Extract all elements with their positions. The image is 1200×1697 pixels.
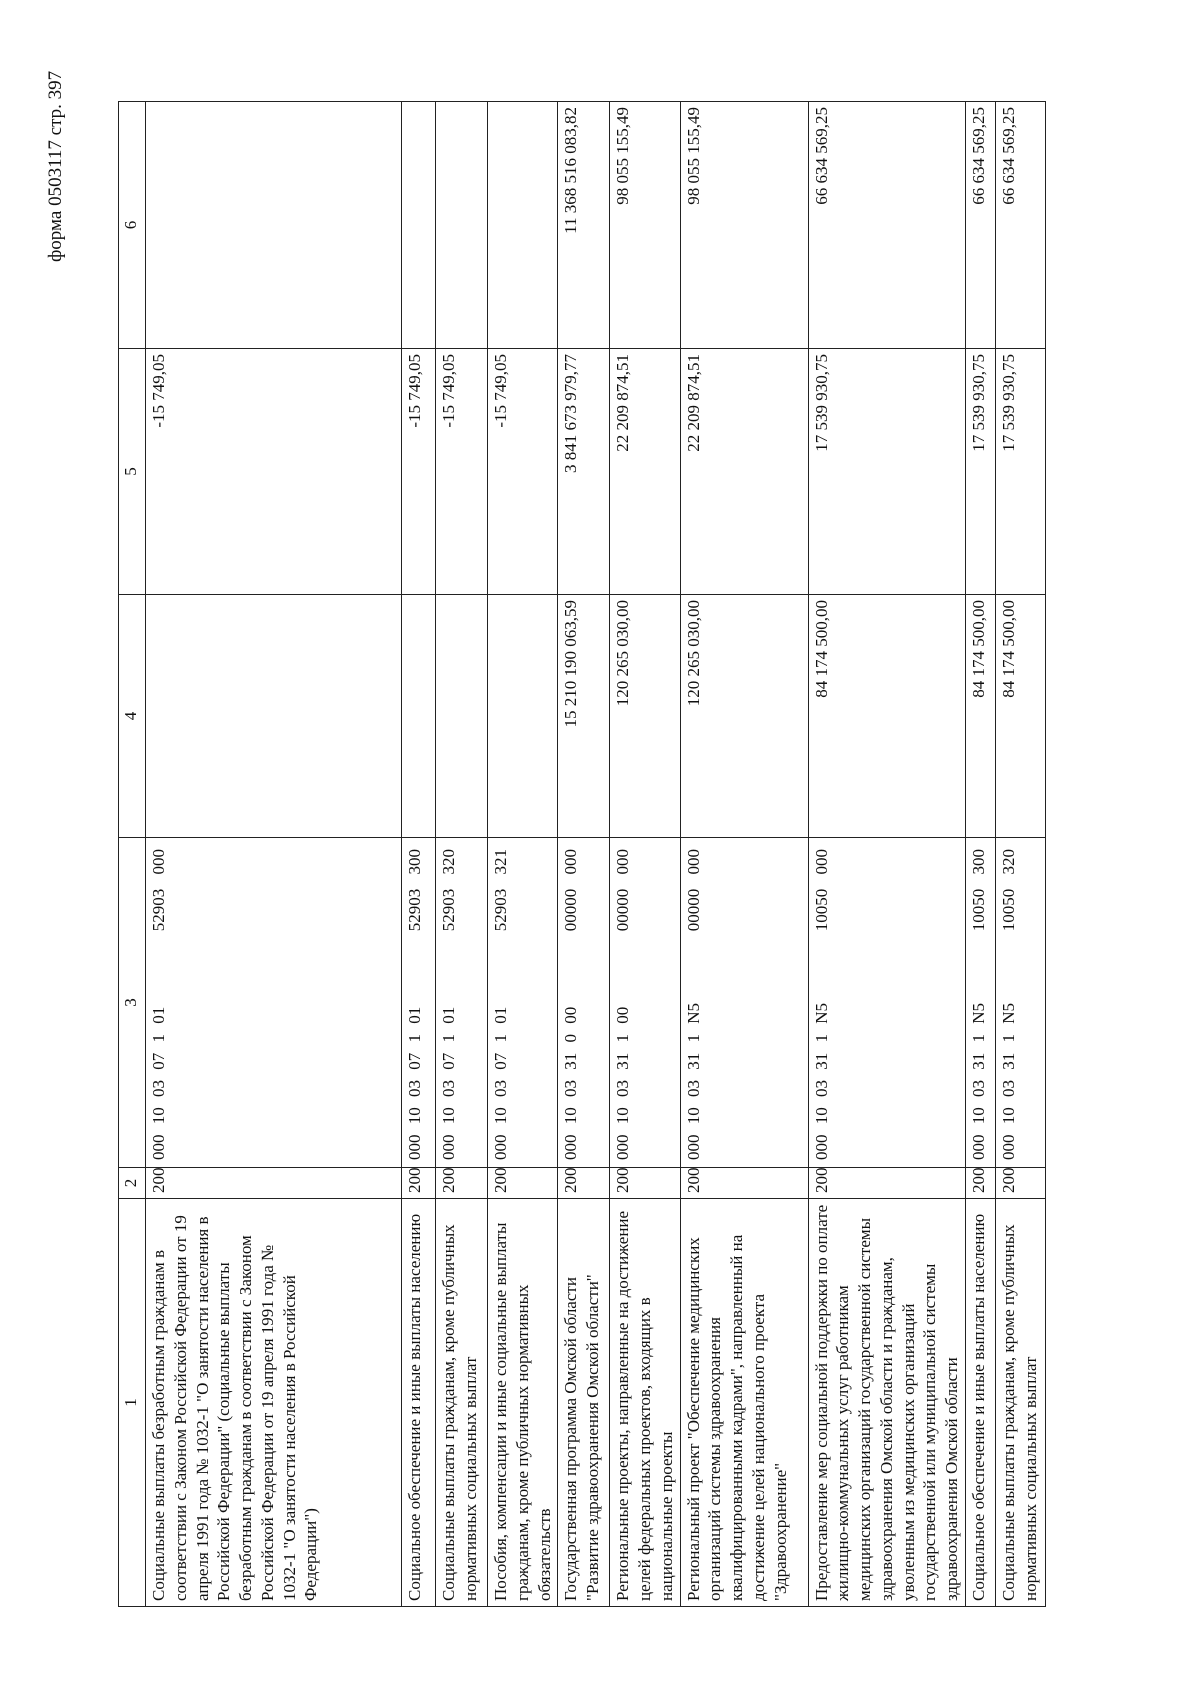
row-executed-cell: -15 749,05 [436, 349, 488, 595]
kbk-code-part-a: 000 10 03 31 1 N5 [811, 1002, 831, 1160]
row-line-code-cell: 200 [680, 1168, 808, 1199]
row-kbk-cell [995, 838, 1045, 1168]
kbk-code [438, 843, 460, 1162]
row-unexecuted-cell [488, 102, 558, 349]
kbk-code-part-b: 52903 000 [149, 849, 168, 932]
row-approved-cell: 84 174 500,00 [808, 595, 965, 838]
row-approved-cell: 120 265 030,00 [680, 595, 808, 838]
kbk-code-part-b: 00000 000 [613, 849, 633, 932]
row-unexecuted-cell [436, 102, 488, 349]
form-label: форма 0503117 стр. 397 [45, 70, 66, 262]
kbk-code [490, 843, 512, 1162]
row-unexecuted-cell: 66 634 569,25 [995, 102, 1045, 349]
row-unexecuted-cell [146, 102, 402, 349]
row-name-cell: Региональные проекты, направленные на достижение целей федеральных проектов, входящих в национальные проекты [610, 1199, 680, 1607]
kbk-code [811, 843, 833, 1162]
row-line-code-cell: 200 [808, 1168, 965, 1199]
kbk-code-part-b: 52903 321 [491, 849, 510, 932]
row-approved-cell: 84 174 500,00 [965, 595, 995, 838]
row-approved-cell [146, 595, 402, 838]
row-executed-cell: -15 749,05 [402, 349, 436, 595]
row-kbk-cell [436, 838, 488, 1168]
row-kbk-cell [488, 838, 558, 1168]
row-executed-cell: -15 749,05 [146, 349, 402, 595]
table-row [558, 102, 610, 1607]
row-kbk-cell [558, 838, 610, 1168]
kbk-code-part-a: 000 10 03 31 1 N5 [968, 1002, 988, 1160]
row-executed-cell: 17 539 930,75 [808, 349, 965, 595]
kbk-code [683, 843, 705, 1162]
column-header-2: 2 [119, 1168, 146, 1199]
table-row [610, 102, 680, 1607]
row-approved-cell [436, 595, 488, 838]
kbk-code-part-b: 10050 300 [968, 849, 988, 932]
row-line-code-cell: 200 [558, 1168, 610, 1199]
kbk-code [968, 843, 990, 1162]
report-body [146, 102, 1046, 1607]
row-kbk-cell [965, 838, 995, 1168]
table-row [995, 102, 1045, 1607]
kbk-code-part-b: 00000 000 [561, 849, 581, 932]
row-unexecuted-cell: 66 634 569,25 [808, 102, 965, 349]
row-unexecuted-cell: 66 634 569,25 [965, 102, 995, 349]
row-line-code-cell: 200 [610, 1168, 680, 1199]
row-name-cell: Социальное обеспечение и иные выплаты населению [402, 1199, 436, 1607]
row-kbk-cell [402, 838, 436, 1168]
row-approved-cell: 15 210 190 063,59 [558, 595, 610, 838]
row-unexecuted-cell: 98 055 155,49 [610, 102, 680, 349]
row-executed-cell: 17 539 930,75 [965, 349, 995, 595]
row-executed-cell: 22 209 874,51 [610, 349, 680, 595]
row-unexecuted-cell: 11 368 516 083,82 [558, 102, 610, 349]
table-row [436, 102, 488, 1607]
kbk-code-part-b: 00000 000 [683, 849, 703, 932]
kbk-code [998, 843, 1020, 1162]
row-kbk-cell [808, 838, 965, 1168]
budget-report-table [118, 101, 1046, 1607]
column-number-row [119, 102, 146, 1607]
row-executed-cell: 22 209 874,51 [680, 349, 808, 595]
row-line-code-cell: 200 [146, 1168, 402, 1199]
row-name-cell: Социальное обеспечение и иные выплаты населению [965, 1199, 995, 1607]
kbk-code-part-b: 10050 000 [811, 849, 831, 932]
row-approved-cell [488, 595, 558, 838]
row-approved-cell [402, 595, 436, 838]
column-header-5: 5 [119, 349, 146, 595]
row-executed-cell: 17 539 930,75 [995, 349, 1045, 595]
kbk-code [560, 843, 582, 1162]
table-row [808, 102, 965, 1607]
row-name-cell: Пособия, компенсации и иные социальные выплаты гражданам, кроме публичных нормативных обязательств [488, 1199, 558, 1607]
kbk-code-part-b: 52903 320 [439, 849, 458, 932]
table-row [680, 102, 808, 1607]
row-name-cell: Предоставление мер социальной поддержки по оплате жилищно-коммунальных услуг работникам медицинских организаций государственной системы здравоохранения Омской области и гражданам, уволенным из медицинских организаций государственной или муниципальной системы здравоохранения Омской области [808, 1199, 965, 1607]
row-line-code-cell: 200 [965, 1168, 995, 1199]
kbk-code-part-a: 000 10 03 07 1 01 [439, 1006, 458, 1160]
row-name-cell: Государственная программа Омской области "Развитие здравоохранения Омской области" [558, 1199, 610, 1607]
table-row [146, 102, 402, 1607]
report-table-container [118, 102, 1080, 1607]
row-executed-cell: -15 749,05 [488, 349, 558, 595]
row-executed-cell: 3 841 673 979,77 [558, 349, 610, 595]
row-name-cell: Социальные выплаты гражданам, кроме публичных нормативных социальных выплат [436, 1199, 488, 1607]
column-header-3: 3 [119, 838, 146, 1168]
row-kbk-cell [146, 838, 402, 1168]
kbk-code-part-a: 000 10 03 07 1 01 [149, 1006, 168, 1160]
table-row [402, 102, 436, 1607]
kbk-code [612, 843, 634, 1162]
row-line-code-cell: 200 [488, 1168, 558, 1199]
row-name-cell: Региональный проект "Обеспечение медицинских организаций системы здравоохранения квалифицированными кадрами", направленный на достижение целей национального проекта "Здравоохранение" [680, 1199, 808, 1607]
kbk-code-part-b: 52903 300 [405, 849, 424, 932]
kbk-code-part-a: 000 10 03 31 1 00 [613, 1006, 633, 1160]
row-unexecuted-cell [402, 102, 436, 349]
kbk-code-part-a: 000 10 03 07 1 01 [491, 1006, 510, 1160]
row-name-cell: Социальные выплаты гражданам, кроме публичных нормативных социальных выплат [995, 1199, 1045, 1607]
row-kbk-cell [610, 838, 680, 1168]
row-line-code-cell: 200 [995, 1168, 1045, 1199]
row-line-code-cell: 200 [436, 1168, 488, 1199]
kbk-code-part-b: 10050 320 [998, 849, 1018, 932]
kbk-code-part-a: 000 10 03 31 1 N5 [998, 1002, 1018, 1160]
table-row [488, 102, 558, 1607]
row-name-cell: Социальные выплаты безработным гражданам в соответствии с Законом Российской Федерации от 19 апреля 1991 года № 1032-1 "О занятости населения в Российской Федерации" (социальные выплаты безработным гражданам в соответствии с Законом Российской Федерации от 19 апреля 1991 года № 1032-1 "О занятости населения в Российской Федерации") [146, 1199, 402, 1607]
kbk-code-part-a: 000 10 03 07 1 01 [405, 1006, 424, 1160]
column-header-4: 4 [119, 595, 146, 838]
row-line-code-cell: 200 [402, 1168, 436, 1199]
row-unexecuted-cell: 98 055 155,49 [680, 102, 808, 349]
row-approved-cell: 84 174 500,00 [995, 595, 1045, 838]
table-row [965, 102, 995, 1607]
kbk-code [148, 843, 170, 1162]
column-header-1: 1 [119, 1199, 146, 1607]
kbk-code-part-a: 000 10 03 31 1 N5 [683, 1002, 703, 1160]
kbk-code-part-a: 000 10 03 31 0 00 [561, 1006, 581, 1160]
row-kbk-cell [680, 838, 808, 1168]
column-header-6: 6 [119, 102, 146, 349]
row-approved-cell: 120 265 030,00 [610, 595, 680, 838]
kbk-code [404, 843, 426, 1162]
